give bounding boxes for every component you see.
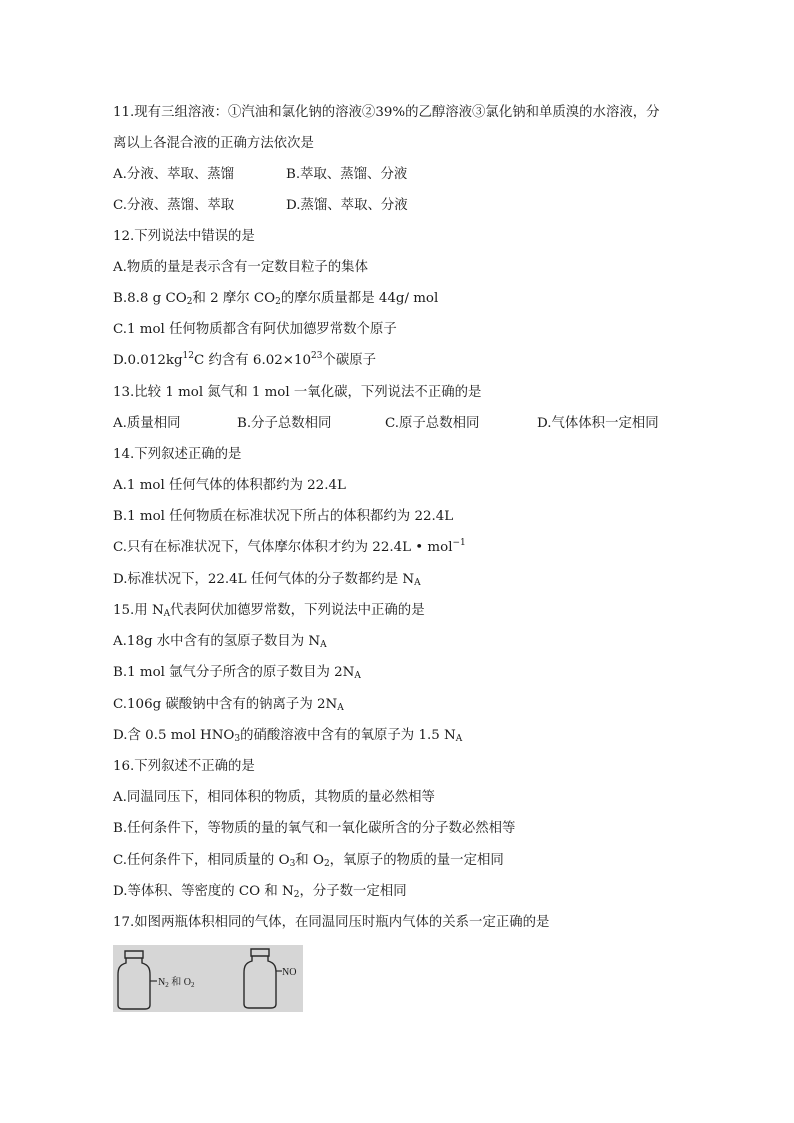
q16-stem: 16.下列叙述不正确的是 [113, 759, 255, 774]
bottles-drawing [113, 945, 303, 1012]
q16-option-d-post: ，分子数一定相同 [299, 884, 407, 899]
q15-stem-sub: A [163, 609, 171, 619]
q11-option-a: A.分液、萃取、蒸馏 [113, 167, 235, 182]
bottle-2 [244, 949, 276, 1008]
q15-option-c-pre: C.106g 碳酸钠中含有的钠离子为 2N [113, 697, 338, 712]
q14-option-d [113, 571, 421, 589]
q14-option-c [113, 539, 466, 557]
q14-option-d-sub: A [414, 578, 421, 588]
q11-option-c: C.分液、蒸馏、萃取 [113, 198, 235, 213]
q16-option-c-pre: C.任何条件下，相同质量的 O [113, 853, 290, 868]
q12-option-b-sub1: 2 [186, 297, 193, 307]
q14-stem: 14.下列叙述正确的是 [113, 447, 242, 462]
q16-option-d-sub: 2 [293, 890, 300, 900]
q16-option-c-sub1: 3 [289, 859, 296, 869]
q12-option-d-mid: C 约含有 6.02×10 [194, 353, 312, 368]
q13-stem: 13.比较 1 mol 氮气和 1 mol 一氧化碳，下列说法不正确的是 [113, 385, 482, 400]
q12-stem: 12.下列说法中错误的是 [113, 229, 255, 244]
q16-option-c-post: ，氧原子的物质的量一定相同 [329, 853, 504, 868]
q13-option-a: A.质量相同 [113, 416, 181, 431]
q11-option-b: B.萃取、蒸馏、分液 [286, 167, 408, 182]
q15-stem [113, 602, 425, 620]
q14-option-b: B.1 mol 任何物质在标准状况下所占的体积都约为 22.4L [113, 509, 454, 524]
q12-option-d-pre: D.0.012kg [113, 353, 183, 368]
q16-option-d-pre: D.等体积、等密度的 CO 和 N [113, 884, 294, 899]
q15-option-d-sub1: 3 [234, 734, 241, 744]
q14-option-a: A.1 mol 任何气体的体积都约为 22.4L [113, 478, 346, 493]
q12-option-d-sup2: 23 [311, 351, 323, 361]
q15-option-a [113, 633, 327, 651]
bottle-2-label: NO [282, 967, 297, 978]
gas-bottles-figure [113, 945, 303, 1012]
q12-option-b-sub2: 2 [275, 297, 281, 307]
q14-option-d-pre: D.标准状况下，22.4L 任何气体的分子数都约是 N [113, 572, 415, 587]
q12-option-b-post: 的摩尔质量都是 44g/ mol [280, 291, 439, 306]
q16-option-c [113, 852, 504, 870]
q17-stem: 17.如图两瓶体积相同的气体，在同温同压时瓶内气体的关系一定正确的是 [113, 915, 550, 930]
q15-option-d-sub2: A [455, 734, 463, 744]
q11-stem-line2: 离以上各混合液的正确方法依次是 [113, 136, 314, 151]
q12-option-d-sup1: 12 [182, 351, 194, 361]
q15-option-a-pre: A.18g 水中含有的氢原子数目为 N [113, 634, 321, 649]
q15-option-b-pre: B.1 mol 氩气分子所含的原子数目为 2N [113, 665, 355, 680]
q13-option-b: B.分子总数相同 [237, 416, 332, 431]
q12-option-b-pre: B.8.8 g CO [113, 291, 187, 306]
q11-option-d: D.蒸馏、萃取、分液 [286, 198, 408, 213]
q15-option-c-sub: A [337, 703, 344, 713]
q12-option-c: C.1 mol 任何物质都含有阿伏加德罗常数个原子 [113, 322, 397, 337]
q16-option-a: A.同温同压下，相同体积的物质，其物质的量必然相等 [113, 790, 435, 805]
q12-option-d-post: 个碳原子 [322, 353, 377, 368]
q15-option-d-pre: D.含 0.5 mol HNO [113, 728, 235, 743]
q16-option-b: B.任何条件下，等物质的量的氧气和一氧化碳所含的分子数必然相等 [113, 821, 516, 836]
q16-option-d [113, 883, 407, 901]
q15-stem-post: 代表阿伏加德罗常数，下列说法中正确的是 [170, 603, 425, 618]
q12-option-b [113, 290, 438, 308]
q14-option-c-sup: −1 [452, 538, 466, 548]
q15-option-d-mid: 的硝酸溶液中含有的氧原子为 1.5 N [240, 728, 456, 743]
q16-option-c-sub2: 2 [323, 859, 330, 869]
q12-option-d [113, 352, 376, 370]
q13-option-c: C.原子总数相同 [385, 416, 480, 431]
q15-stem-pre: 15.用 N [113, 603, 164, 618]
bottle-1-label: $N_2$ 和 $O_2$ [158, 977, 195, 989]
q16-option-c-mid: 和 O [295, 853, 324, 868]
q15-option-b [113, 664, 361, 682]
q15-option-a-sub: A [320, 640, 327, 650]
q13-option-d: D.气体体积一定相同 [537, 416, 659, 431]
q11-stem-line1: 11.现有三组溶液：①汽油和氯化钠的溶液②39%的乙醇溶液③氯化钠和单质溴的水溶液，分 [113, 105, 660, 120]
q15-option-d [113, 727, 462, 745]
bottle-1 [118, 951, 150, 1009]
q15-option-b-sub: A [354, 671, 361, 681]
q12-option-b-mid: 和 2 摩尔 CO [192, 291, 276, 306]
q12-option-a: A.物质的量是表示含有一定数目粒子的集体 [113, 260, 368, 275]
q15-option-c [113, 696, 344, 714]
q14-option-c-pre: C.只有在标准状况下，气体摩尔体积才约为 22.4L • mol [113, 540, 453, 555]
